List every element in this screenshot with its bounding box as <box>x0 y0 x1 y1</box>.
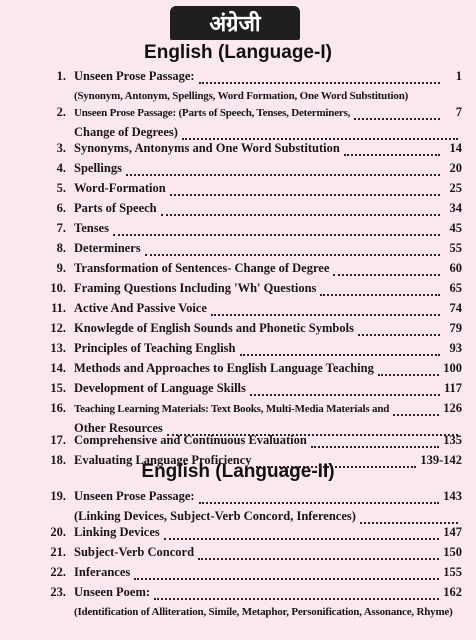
toc-entry <box>14 180 462 200</box>
toc-page-number: 34 <box>449 201 462 215</box>
toc-title: Linking Devices <box>74 525 160 539</box>
toc-entry <box>14 452 462 472</box>
toc-entry <box>14 524 462 544</box>
toc-number: 8. <box>56 241 66 255</box>
toc-line <box>14 340 462 360</box>
leader-dots <box>354 108 440 120</box>
toc-number: 9. <box>56 261 66 275</box>
toc-page-number: 79 <box>449 321 462 335</box>
leader-dots <box>113 224 440 236</box>
leader-dots <box>145 244 440 256</box>
toc-line <box>14 300 462 320</box>
toc-entry <box>14 360 462 380</box>
toc-page-number: 14 <box>449 141 462 155</box>
toc-page-number: 147 <box>443 525 462 539</box>
section-title-language-2: English (Language-II) <box>141 461 335 482</box>
toc-line <box>14 160 462 180</box>
toc-number: 23. <box>50 585 66 599</box>
toc-line <box>14 432 462 452</box>
toc-entry <box>14 544 462 564</box>
toc-line <box>14 604 462 624</box>
toc-line <box>14 564 462 584</box>
toc-line <box>14 360 462 380</box>
toc-number: 18. <box>50 453 66 467</box>
toc-number: 15. <box>50 381 66 395</box>
leader-dots <box>211 304 440 316</box>
toc-line <box>14 380 462 400</box>
toc-page-number: 93 <box>449 341 462 355</box>
toc-line <box>14 280 462 300</box>
toc-number: 20. <box>50 525 66 539</box>
toc-page-number: 126 <box>443 401 462 415</box>
toc-page-number: 1 <box>455 69 462 83</box>
toc-title: Spellings <box>74 161 122 175</box>
toc-title: Unseen Prose Passage: <box>74 69 195 83</box>
toc-page-number: 100 <box>443 361 462 375</box>
leader-dots <box>154 588 439 600</box>
toc-title: Inferances <box>74 565 131 579</box>
leader-dots <box>320 284 440 296</box>
toc-title: Synonyms, Antonyms and One Word Substitution <box>74 141 340 155</box>
toc-line <box>14 544 462 564</box>
toc-entry <box>14 300 462 320</box>
toc-entry <box>14 68 462 108</box>
toc-number: 13. <box>50 341 66 355</box>
toc-title: Change of Degrees) <box>74 125 178 139</box>
toc-number: 5. <box>56 181 66 195</box>
toc-line <box>14 320 462 340</box>
toc-line <box>14 180 462 200</box>
toc-entry <box>14 160 462 180</box>
toc-page-number: 150 <box>443 545 462 559</box>
leader-dots <box>393 404 439 416</box>
toc-entry <box>14 220 462 240</box>
toc-line <box>14 68 462 88</box>
toc-page-number: 45 <box>449 221 462 235</box>
leader-dots <box>358 324 440 336</box>
toc-page-number: 25 <box>449 181 462 195</box>
toc-entry <box>14 432 462 452</box>
toc-title: (Linking Devices, Subject-Verb Concord, Inferences) <box>74 509 356 523</box>
toc-number: 4. <box>56 161 66 175</box>
toc-title: (Identification of Alliteration, Simile, Metaphor, Personification, Assonance, Rhyme) <box>74 606 453 618</box>
toc-number: 16. <box>50 401 66 415</box>
toc-page-number: 74 <box>449 301 462 315</box>
leader-dots <box>170 184 440 196</box>
toc-number: 14. <box>50 361 66 375</box>
toc-line <box>14 240 462 260</box>
toc-page-number: 155 <box>443 565 462 579</box>
toc-number: 3. <box>56 141 66 155</box>
toc-entry <box>14 584 462 624</box>
toc-line <box>14 452 462 472</box>
leader-dots <box>164 528 439 540</box>
toc-number: 11. <box>51 301 66 315</box>
toc-page-number: 7 <box>455 105 462 119</box>
leader-dots <box>182 128 458 140</box>
toc-line <box>14 200 462 220</box>
toc-line <box>14 220 462 240</box>
toc-entry <box>14 200 462 220</box>
toc-page-number: 60 <box>449 261 462 275</box>
leader-dots <box>250 384 440 396</box>
toc-title: (Synonym, Antonym, Spellings, Word Formation, One Word Substitution) <box>74 90 409 102</box>
toc-title: Evaluating Language Proficiency <box>74 453 252 467</box>
toc-number: 1. <box>56 69 66 83</box>
toc-title: Principles of Teaching English <box>74 341 236 355</box>
toc-title: Word-Formation <box>74 181 166 195</box>
leader-dots <box>256 456 417 468</box>
toc-entry <box>14 564 462 584</box>
toc-title: Methods and Approaches to English Language Teaching <box>74 361 374 375</box>
toc-number: 12. <box>50 321 66 335</box>
toc-line <box>14 104 462 124</box>
toc-page-number: 65 <box>449 281 462 295</box>
toc-entry <box>14 380 462 400</box>
leader-dots <box>360 512 458 524</box>
toc-number: 21. <box>50 545 66 559</box>
toc-page-number: 55 <box>449 241 462 255</box>
toc-title: Knowlegde of English Sounds and Phonetic Symbols <box>74 321 354 335</box>
toc-entry <box>14 260 462 280</box>
toc-title: Teaching Learning Materials: Text Books, Multi-Media Materials and <box>74 403 390 415</box>
toc-title: Transformation of Sentences- Change of Degree <box>74 261 330 275</box>
leader-dots <box>161 204 440 216</box>
toc-page-number: 162 <box>443 585 462 599</box>
leader-dots <box>134 568 439 580</box>
toc-page-number: 135 <box>443 433 462 447</box>
leader-dots <box>311 436 439 448</box>
toc-page-number: 139-142 <box>420 453 462 467</box>
toc-title: Comprehensive and Continuous Evaluation <box>74 433 307 447</box>
toc-title: Unseen Prose Passage: <box>74 489 195 503</box>
toc-title: Development of Language Skills <box>74 381 246 395</box>
leader-dots <box>378 364 439 376</box>
toc-number: 6. <box>56 201 66 215</box>
toc-title: Subject-Verb Concord <box>74 545 195 559</box>
toc-title: Unseen Prose Passage: (Parts of Speech, Tenses, Determiners, <box>74 107 351 119</box>
toc-title: Active And Passive Voice <box>74 301 207 315</box>
toc-title: Other Resources <box>74 421 163 435</box>
toc-number: 7. <box>56 221 66 235</box>
leader-dots <box>333 264 440 276</box>
leader-dots <box>198 548 439 560</box>
toc-number: 17. <box>50 433 66 447</box>
toc-line <box>14 524 462 544</box>
toc-page-number: 117 <box>443 381 462 395</box>
language-tab: अंग्रेजी <box>170 6 300 40</box>
toc-line <box>14 584 462 604</box>
leader-dots <box>126 164 440 176</box>
toc-line <box>14 260 462 280</box>
leader-dots <box>240 344 441 356</box>
leader-dots <box>344 144 440 156</box>
toc-entry <box>14 240 462 260</box>
leader-dots <box>199 492 440 504</box>
toc-number: 19. <box>50 489 66 503</box>
toc-entry <box>14 488 462 528</box>
toc-page-number: 20 <box>449 161 462 175</box>
toc-page-number: 143 <box>443 489 462 503</box>
toc-number: 10. <box>50 281 66 295</box>
toc-title: Framing Questions Including 'Wh' Questions <box>74 281 317 295</box>
section-title-language-1: English (Language-I) <box>144 42 332 63</box>
leader-dots <box>199 72 440 84</box>
toc-number: 2. <box>56 105 66 119</box>
toc-entry <box>14 340 462 360</box>
toc-entry <box>14 140 462 160</box>
toc-line <box>14 140 462 160</box>
toc-number: 22. <box>50 565 66 579</box>
toc-entry <box>14 280 462 300</box>
toc-line <box>14 400 462 420</box>
toc-title: Determiners <box>74 241 141 255</box>
toc-entry <box>14 104 462 144</box>
toc-title: Tenses <box>74 221 109 235</box>
toc-title: Unseen Poem: <box>74 585 151 599</box>
toc-entry <box>14 320 462 340</box>
toc-line <box>14 488 462 508</box>
toc-title: Parts of Speech <box>74 201 157 215</box>
